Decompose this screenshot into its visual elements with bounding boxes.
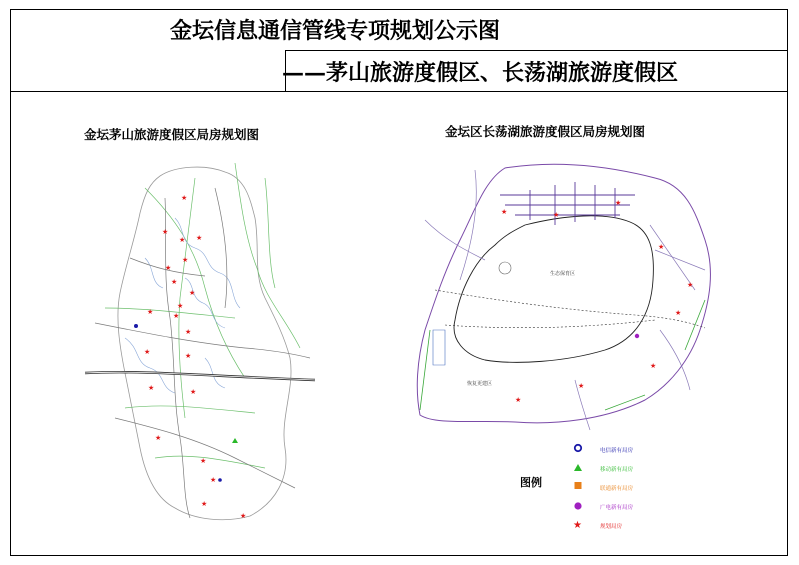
svg-text:★: ★ [144,348,151,356]
eco-reserve-label: 生态保育区 [550,271,576,277]
svg-text:★: ★ [177,302,184,310]
svg-text:★: ★ [196,234,203,242]
title-divider [10,91,788,92]
maoshan-map [85,158,315,528]
svg-text:★: ★ [553,211,560,219]
svg-text:★: ★ [185,328,192,336]
svg-text:★: ★ [182,256,189,264]
svg-text:★: ★ [185,352,192,360]
left-map-title: 金坛茅山旅游度假区局房规划图 [84,127,260,142]
svg-text:★: ★ [165,264,172,272]
unicom-office-icon [575,482,582,489]
svg-text:★: ★ [578,382,585,390]
svg-text:★: ★ [210,476,217,484]
legend-unicom: 联通新有局房 [600,486,634,492]
svg-text:★: ★ [615,199,622,207]
svg-text:★: ★ [181,194,188,202]
svg-text:★: ★ [201,500,208,508]
future-dev-label: 恢复更建区 [467,381,493,387]
planned-office-icon: ★ [573,520,582,531]
title-subdivider [285,50,788,51]
svg-text:★: ★ [515,396,522,404]
svg-text:★: ★ [189,289,196,297]
svg-text:★: ★ [658,243,665,251]
svg-text:★: ★ [190,388,197,396]
svg-text:★: ★ [148,384,155,392]
legend-mobile: 移动新有局房 [600,467,634,473]
svg-text:★: ★ [155,434,162,442]
legend-symbols [568,440,588,532]
svg-text:★: ★ [179,236,186,244]
svg-text:★: ★ [162,228,169,236]
changdang-lake-map [405,150,725,435]
svg-text:★: ★ [675,309,682,317]
telecom-office-icon [575,445,581,451]
mobile-office-icon [574,464,582,471]
page-title: 金坛信息通信管线专项规划公示图 [170,18,501,44]
broadcast-office-icon [574,502,581,509]
right-map-title: 金坛区长荡湖旅游度假区局房规划图 [445,124,646,139]
svg-text:★: ★ [687,281,694,289]
page-subtitle: ——茅山旅游度假区、长荡湖旅游度假区 [282,60,679,86]
legend-planned: 规划局房 [600,524,623,530]
svg-text:★: ★ [240,512,247,520]
svg-text:★: ★ [147,308,154,316]
legend-telecom: 电信新有局房 [600,448,634,454]
svg-text:★: ★ [650,362,657,370]
legend-title: 图例 [520,476,542,489]
svg-text:★: ★ [501,208,508,216]
svg-text:★: ★ [200,457,207,465]
svg-text:★: ★ [173,312,180,320]
svg-text:★: ★ [171,278,178,286]
legend-broadcast: 广电新有局房 [600,505,634,511]
